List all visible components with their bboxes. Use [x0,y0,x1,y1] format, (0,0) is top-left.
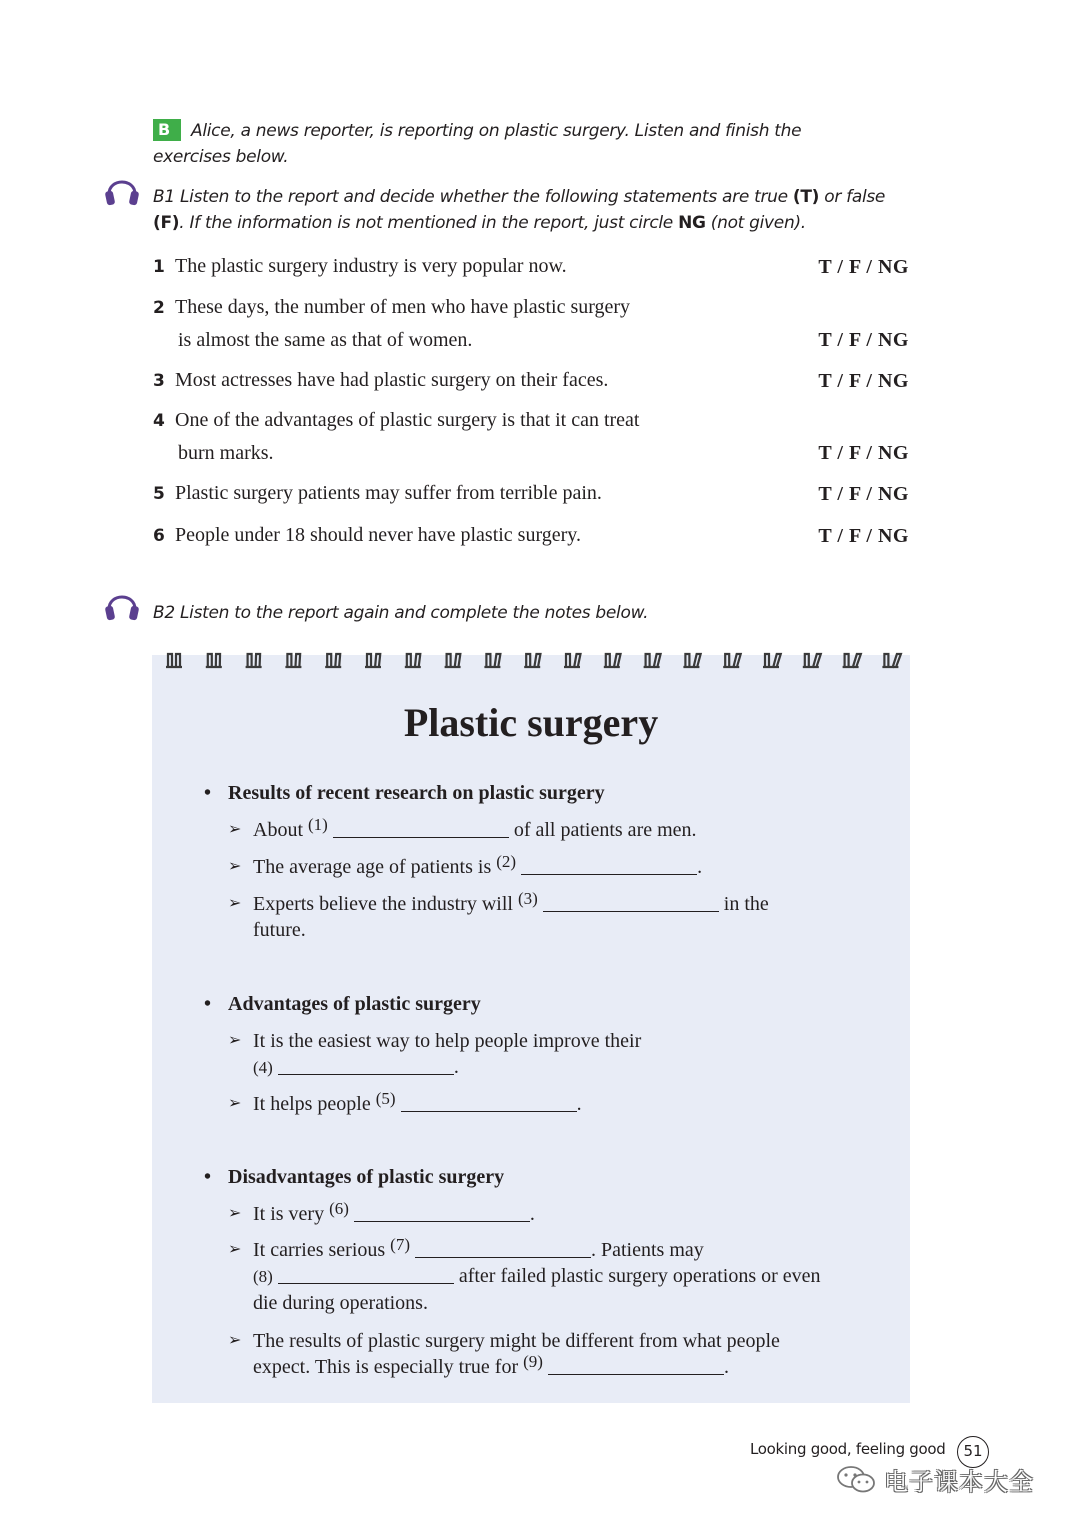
item-text: in the [718,893,769,915]
tf-ng-options[interactable]: T / F / NG [818,256,909,278]
spiral-ring [325,654,341,668]
statement-number: 2 [153,298,165,318]
spiral-ring [166,654,182,668]
heading-text: Disadvantages of plastic surgery [228,1166,505,1188]
heading-text: Advantages of plastic surgery [228,993,481,1015]
statement-3 [153,364,913,397]
answer-blank-2[interactable] [521,857,697,875]
statement-text: One of the advantages of plastic surgery is that it can treat [175,409,640,431]
item-text: It helps people [253,1093,376,1115]
tf-ng-options[interactable]: T / F / NG [818,442,909,464]
statement-text: Plastic surgery patients may suffer from terrible pain. [175,482,602,504]
spiral-ring [365,654,381,668]
item-text: The results of plastic surgery might be different from what people [253,1330,780,1352]
blank-number: (9) [523,1352,543,1371]
disadvantages-item-3 [228,1328,868,1380]
advantages-heading [204,991,481,1017]
blank-number: (8) [253,1267,273,1286]
spiral-ring [882,654,901,668]
b1-text-pre: B1 Listen to the report and decide whether the following statements are true [153,187,793,207]
notebook-title: Plastic surgery [403,700,659,745]
research-item-2 [228,854,868,880]
bullet-icon: • [204,782,212,804]
spiral-ring [206,654,222,668]
item-text: . [529,1203,535,1225]
answer-blank-3[interactable] [543,894,719,912]
research-item-3 [228,891,868,943]
spiral-ring [644,654,661,668]
answer-blank-9[interactable] [548,1357,724,1375]
headphones-icon [104,170,140,210]
item-text: It carries serious [253,1239,391,1261]
answer-blank-8[interactable] [278,1266,454,1284]
statement-1 [153,250,913,283]
watermark [836,1462,1046,1498]
item-text: of all patients are men. [508,819,697,841]
spiral-ring [405,654,421,668]
answer-blank-7[interactable] [415,1240,591,1258]
statement-2 [153,291,913,356]
item-text: future. [253,919,306,941]
arrow-bullet-icon: ➢ [228,858,242,875]
arrow-bullet-icon: ➢ [228,1095,242,1112]
item-text: It is the easiest way to help people improve their [253,1030,642,1052]
arrow-bullet-icon: ➢ [228,895,242,912]
tf-ng-options[interactable]: T / F / NG [818,483,909,505]
statement-text: The plastic surgery industry is very popular now. [175,255,567,277]
notes-notebook [152,655,910,1403]
arrow-bullet-icon: ➢ [228,821,242,838]
spiral-ring [484,654,500,668]
disadvantages-heading [204,1164,504,1190]
spiral-ring [803,654,821,668]
answer-blank-1[interactable] [333,820,509,838]
item-text: The average age of patients is [253,856,497,878]
spiral-ring [763,654,781,668]
spiral-ring [723,654,741,668]
statement-text: People under 18 should never have plastic surgery. [175,524,582,546]
statement-number: 1 [153,257,165,277]
statement-number: 5 [153,484,165,504]
statement-4 [153,404,913,469]
item-text: About [253,819,308,841]
tf-ng-options[interactable]: T / F / NG [818,525,909,547]
statement-number: 6 [153,526,165,546]
item-text: after failed plastic surgery operations or even [453,1265,821,1287]
statement-6 [153,519,913,552]
b1-ng-label: NG [678,213,706,233]
b1-text-mid: or false [819,187,886,207]
statement-5 [153,477,913,510]
tf-ng-options[interactable]: T / F / NG [818,329,909,351]
arrow-bullet-icon: ➢ [228,1241,242,1258]
disadvantages-item-2 [228,1237,868,1316]
heading-text: Results of recent research on plastic surgery [228,782,605,804]
b1-text-end: (not given). [705,213,806,233]
advantages-item-2 [228,1091,868,1117]
spiral-ring [524,654,540,668]
item-text: . [576,1093,582,1115]
bullet-icon: • [204,993,212,1015]
b1-text-post: . If the information is not mentioned in the report, just circle [179,213,679,233]
b1-false-label: (F) [153,213,180,233]
statement-text-cont: is almost the same as that of women. [178,329,473,351]
statement-number: 4 [153,411,165,431]
page-number: 51 [957,1436,989,1468]
item-text: . [453,1056,459,1078]
b1-true-label: (T) [792,187,820,207]
wechat-icon [836,1464,878,1496]
spiral-ring [843,654,861,668]
answer-blank-5[interactable] [401,1094,577,1112]
blank-number: (4) [253,1058,273,1077]
advantages-item-1 [228,1028,868,1081]
item-text: expect. This is especially true for [253,1356,524,1378]
arrow-bullet-icon: ➢ [228,1332,242,1349]
bullet-icon: • [204,1166,212,1188]
spiral-ring [285,654,301,668]
blank-number: (3) [517,889,538,908]
spiral-ring [246,654,262,668]
section-b-text: Alice, a news reporter, is reporting on plastic surgery. Listen and finish the exercises below. [153,121,802,167]
spiral-ring [604,654,621,668]
b2-instruction: B2 Listen to the report again and complete the notes below. [153,603,649,623]
arrow-bullet-icon: ➢ [228,1205,242,1222]
blank-number: (1) [308,815,328,834]
research-item-1 [228,817,868,843]
spiral-ring [683,654,700,668]
headphones-icon [104,585,140,625]
item-text: . [697,856,703,878]
b1-instruction [153,184,913,236]
section-b-instruction [153,118,873,170]
disadvantages-item-1 [228,1201,868,1227]
statement-text: These days, the number of men who have plastic surgery [175,296,631,318]
item-text: . Patients may [591,1239,704,1261]
item-text: die during operations. [253,1292,428,1314]
answer-blank-6[interactable] [354,1204,530,1222]
item-text: Experts believe the industry will [253,893,518,915]
section-b-badge: B [153,119,181,141]
blank-number: (2) [496,852,517,871]
research-heading [204,780,605,806]
blank-number: (5) [375,1089,396,1108]
watermark-text: 电子课本大全 [884,1468,1034,1496]
arrow-bullet-icon: ➢ [228,1032,242,1049]
statement-number: 3 [153,371,165,391]
statement-text-cont: burn marks. [178,442,274,464]
tf-ng-options[interactable]: T / F / NG [818,370,909,392]
blank-number: (7) [390,1235,410,1254]
footer-unit-title: Looking good, feeling good [750,1440,946,1458]
spiral-ring [564,654,581,668]
spiral-ring [445,654,461,668]
item-text: . [723,1356,729,1378]
blank-number: (6) [329,1199,349,1218]
answer-blank-4[interactable] [278,1057,454,1075]
statement-text: Most actresses have had plastic surgery on their faces. [175,369,609,391]
item-text: It is very [253,1203,330,1225]
spiral-binding-icon [152,646,910,676]
